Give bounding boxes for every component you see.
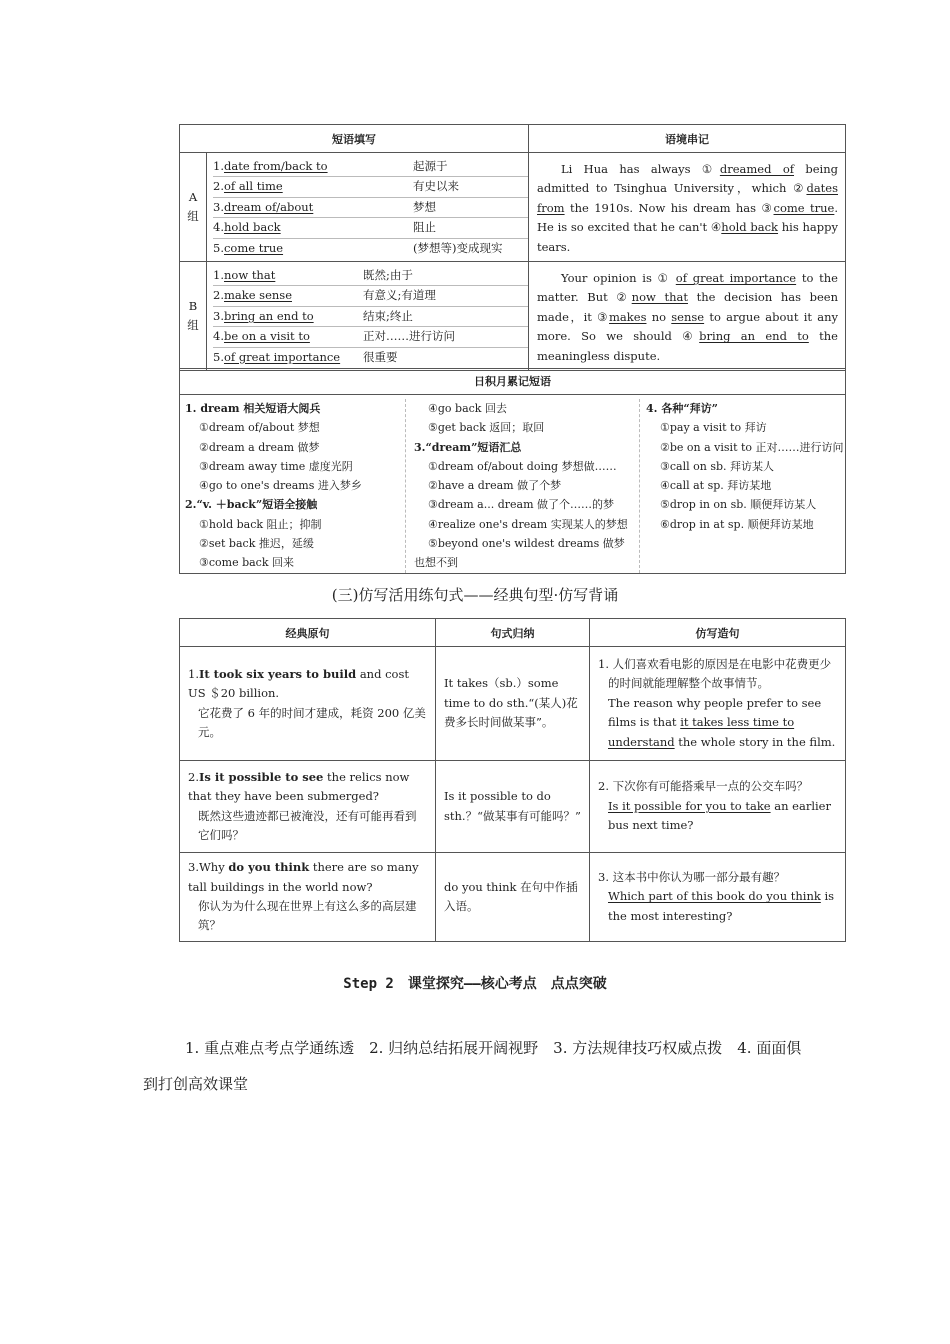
phrase-item: 3.bring an end to 结束;终止: [213, 307, 528, 327]
col-header-pattern: 句式归纳: [436, 619, 590, 647]
imitation-sentence: 3. 这本书中你认为哪一部分最有趣？ Which part of this book do you think is the most interesting?: [590, 853, 846, 942]
phrase-column-2: [405, 399, 639, 573]
phrase-heading: 2.“v. ＋back”短语全接触: [185, 498, 318, 512]
phrase-item: 4.hold back 阻止: [213, 218, 528, 238]
table-row: [180, 761, 846, 853]
phrase-item: 5.of great importance 很重要: [213, 349, 398, 364]
phrase-line: ③dream away time 虚度光阴: [199, 459, 353, 473]
section-3-title: (三)仿写活用练句式——经典句型·仿写背诵: [331, 586, 619, 604]
original-sentence: 3.Why do you think there are so many tall buildings in the world now? 你认为为什么现在世界上有这么多的高层建筑？: [180, 853, 436, 942]
phrase-item: 1.date from/back to 起源于: [213, 157, 528, 177]
sentence-pattern: It takes（sb.）some time to do sth.“(某人)花费多长时间做某事”。: [436, 647, 590, 761]
phrase-item: 4.be on a visit to 正对……进行访问: [213, 327, 528, 347]
group-label: B组: [180, 262, 207, 371]
original-sentence: 1.It took six years to build and cost US ＄20 billion. 它花费了 6 年的时间才建成，耗资 200 亿美元。: [180, 647, 436, 761]
table-row: [180, 647, 846, 761]
original-sentence: 2.Is it possible to see the relics now that they have been submerged? 既然这些遗迹都已被淹没，还有可能再看到它们吗？: [180, 761, 436, 853]
group-label: A组: [180, 153, 207, 262]
phrase-list: [207, 262, 529, 371]
phrase-item: 1.now that 既然;由于: [213, 266, 528, 286]
sentence-pattern: do you think 在句中作插入语。: [436, 853, 590, 942]
phrase-heading: 3.“dream”短语汇总: [414, 440, 522, 454]
table-row: [180, 853, 846, 942]
phrase-item: 3.dream of/about 梦想: [213, 198, 528, 218]
phrase-line: ⑤drop in on sb. 顺便拜访某人: [660, 498, 817, 512]
phrase-line: ②set back 推迟，延缓: [199, 537, 314, 551]
phrase-line: ①dream of/about 梦想: [199, 421, 320, 435]
phrase-list: [207, 153, 529, 262]
phrase-item: 2.make sense 有意义;有道理: [213, 286, 528, 306]
phrase-column-1: [185, 399, 405, 573]
col-header-imitation: 仿写造句: [590, 619, 846, 647]
phrase-line: ③dream a... dream 做了个……的梦: [428, 498, 614, 512]
phrase-heading: 1. dream 相关短语大阅兵: [185, 402, 321, 415]
phrase-item: 5.come true (梦想等)变成现实: [213, 240, 503, 255]
phrase-line: ③come back 回来: [199, 556, 295, 570]
phrase-line: ②be on a visit to 正对……进行访问: [660, 440, 844, 454]
context-paragraph: Li Hua has always ①dreamed of being admitted to Tsinghua University，which ②dates from the 1910s. Now his dream has ③come true. He is so excited that he can't ④hold back his happy tears.: [529, 153, 846, 262]
phrase-line: ②dream a dream 做梦: [199, 440, 320, 454]
phrase-line: ①dream of/about doing 梦想做……: [428, 459, 617, 473]
sentence-table: [179, 618, 846, 942]
sentence-pattern: Is it possible to do sth.？“做某事有可能吗？”: [436, 761, 590, 853]
step2-heading: Step 2 课堂探究——核心考点 点点突破: [343, 976, 607, 992]
group-a-row: [180, 153, 846, 262]
phrase-column-3: [639, 399, 845, 573]
phrase-line: 也想不到: [414, 556, 458, 570]
context-paragraph: Your opinion is ① of great importance to the matter. But ②now that the decision has been made，it ③makes no sense to argue about it any more. So we should ④bring an end to the meaningless dispute.: [529, 262, 846, 371]
daily-phrases-title: 日积月累记短语: [180, 369, 845, 395]
body-paragraph: 1. 重点难点考点学通练透 2. 归纳总结拓展开阔视野 3. 方法规律技巧权威点拨 4. 面面俱到打创高效课堂: [143, 1039, 802, 1093]
phrase-line: ③call on sb. 拜访某人: [660, 459, 774, 473]
phrase-heading: 4. 各种“拜访”: [646, 402, 718, 415]
phrase-line: ⑤get back 返回；取回: [428, 421, 545, 435]
phrase-line: ①pay a visit to 拜访: [660, 421, 767, 435]
phrase-line: ①hold back 阻止；抑制: [199, 517, 322, 531]
imitation-sentence: 2. 下次你有可能搭乘早一点的公交车吗？ Is it possible for you to take an earlier bus next time?: [590, 761, 846, 853]
phrase-line: ②have a dream 做了个梦: [428, 479, 562, 493]
phrase-line: ④go back 回去: [428, 402, 507, 415]
col-header-original: 经典原句: [180, 619, 436, 647]
daily-phrases-box: [179, 368, 846, 574]
context-header: 语境串记: [529, 125, 846, 153]
phrase-fill-header: 短语填写: [180, 125, 529, 153]
group-b-row: [180, 262, 846, 371]
phrase-item: 2.of all time 有史以来: [213, 177, 528, 197]
phrase-line: ④go to one's dreams 进入梦乡: [199, 479, 362, 493]
phrase-line: ④realize one's dream 实现某人的梦想: [428, 517, 628, 531]
phrase-line: ⑤beyond one's wildest dreams 做梦: [428, 537, 625, 551]
phrase-table: [179, 124, 846, 371]
phrase-line: ④call at sp. 拜访某地: [660, 479, 772, 493]
phrase-line: ⑥drop in at sp. 顺便拜访某地: [660, 517, 814, 531]
imitation-sentence: 1. 人们喜欢看电影的原因是在电影中花费更少的时间就能理解整个故事情节。 The reason why people prefer to see films is that it takes less time to understand the whole story in the film.: [590, 647, 846, 761]
